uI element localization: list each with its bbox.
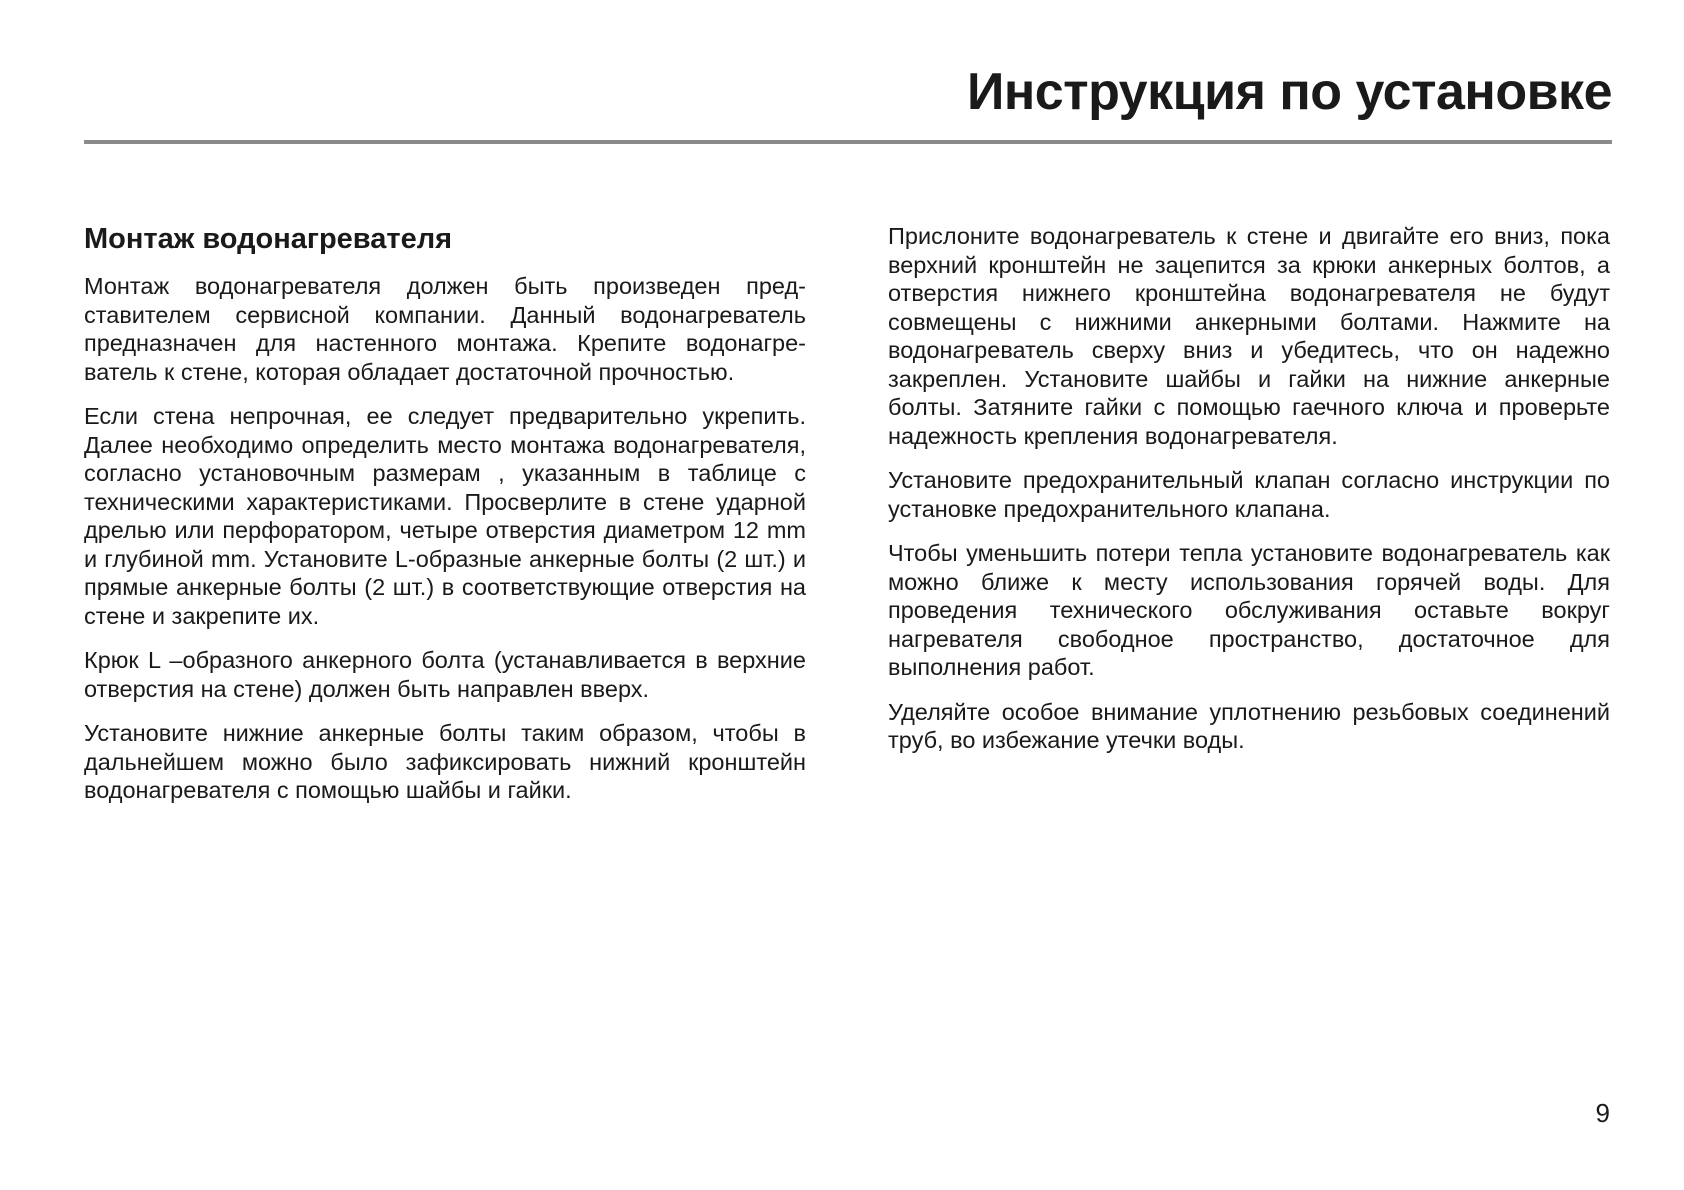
section-heading: Монтаж водонагревателя <box>84 223 453 255</box>
paragraph-thread-sealing: Уделяйте особое внимание уплотнению резьбовых соединений труб, во избежание утечки воды. <box>888 698 1610 753</box>
paragraph-hook-direction: Крюк L –образного анкерного болта (устанавливается в верхние отверстия на стене) должен быть направлен вверх. <box>84 647 806 702</box>
paragraph-mounting-intro: Монтаж водонагревателя должен быть произведен представителем сервисной компании. Данный водонагреватель предназначен для настенного монтажа. Крепите водонагреватель к стене, которая обладает достаточной прочностью. <box>84 273 806 385</box>
right-column <box>888 222 1610 771</box>
paragraph-safety-valve: Установите предохранительный клапан согласно инструкции по установке предохранительного клапана. <box>888 467 1610 522</box>
title-divider <box>84 140 1612 144</box>
left-column <box>84 222 806 821</box>
page-number: 9 <box>1595 1098 1610 1128</box>
paragraph-lower-bolts: Установите нижние анкерные болты таким образом, чтобы в дальнейшем можно было зафиксировать нижний кронштейн водонагревателя с помощью шайбы и гайки. <box>84 720 806 803</box>
page-title: Инструкция по установке <box>966 63 1612 121</box>
paragraph-wall-preparation: Если стена непрочная, ее следует предварительно укрепить. Далее необходимо определить место монтажа водонагревателя, согласно установочным размерам , указанным в таблице с техническими характеристиками. Просверлите в стене ударной дрелью или перфоратором, четыре отверстия диаметром 12 mm и глубиной mm. Установите L-образные анкерные болты (2 шт.) и прямые анкерные болты (2 шт.) в соответствующие отверстия на стене и закрепите их. <box>84 403 806 629</box>
paragraph-hang-heater: Прислоните водонагреватель к стене и двигайте его вниз, пока верхний кронштейн не зацепится за крюки анкерных болтов, а отверстия нижнего кронштейна водонагревателя не будут совмещены с нижними анкерными болтами. Нажмите на водонагреватель сверху вниз и убедитесь, что он надежно закреплен. Установите шайбы и гайки на нижние анкерные болты. Затяните гайки с помощью гаечного ключа и проверьте надежность крепления водонагревателя. <box>888 223 1610 449</box>
paragraph-heat-loss: Чтобы уменьшить потери тепла установите водонагреватель как можно ближе к месту использования горячей воды. Для проведения технического обслуживания оставьте вокруг нагревателя свободное пространство, достаточное для выполнения работ. <box>888 540 1610 680</box>
